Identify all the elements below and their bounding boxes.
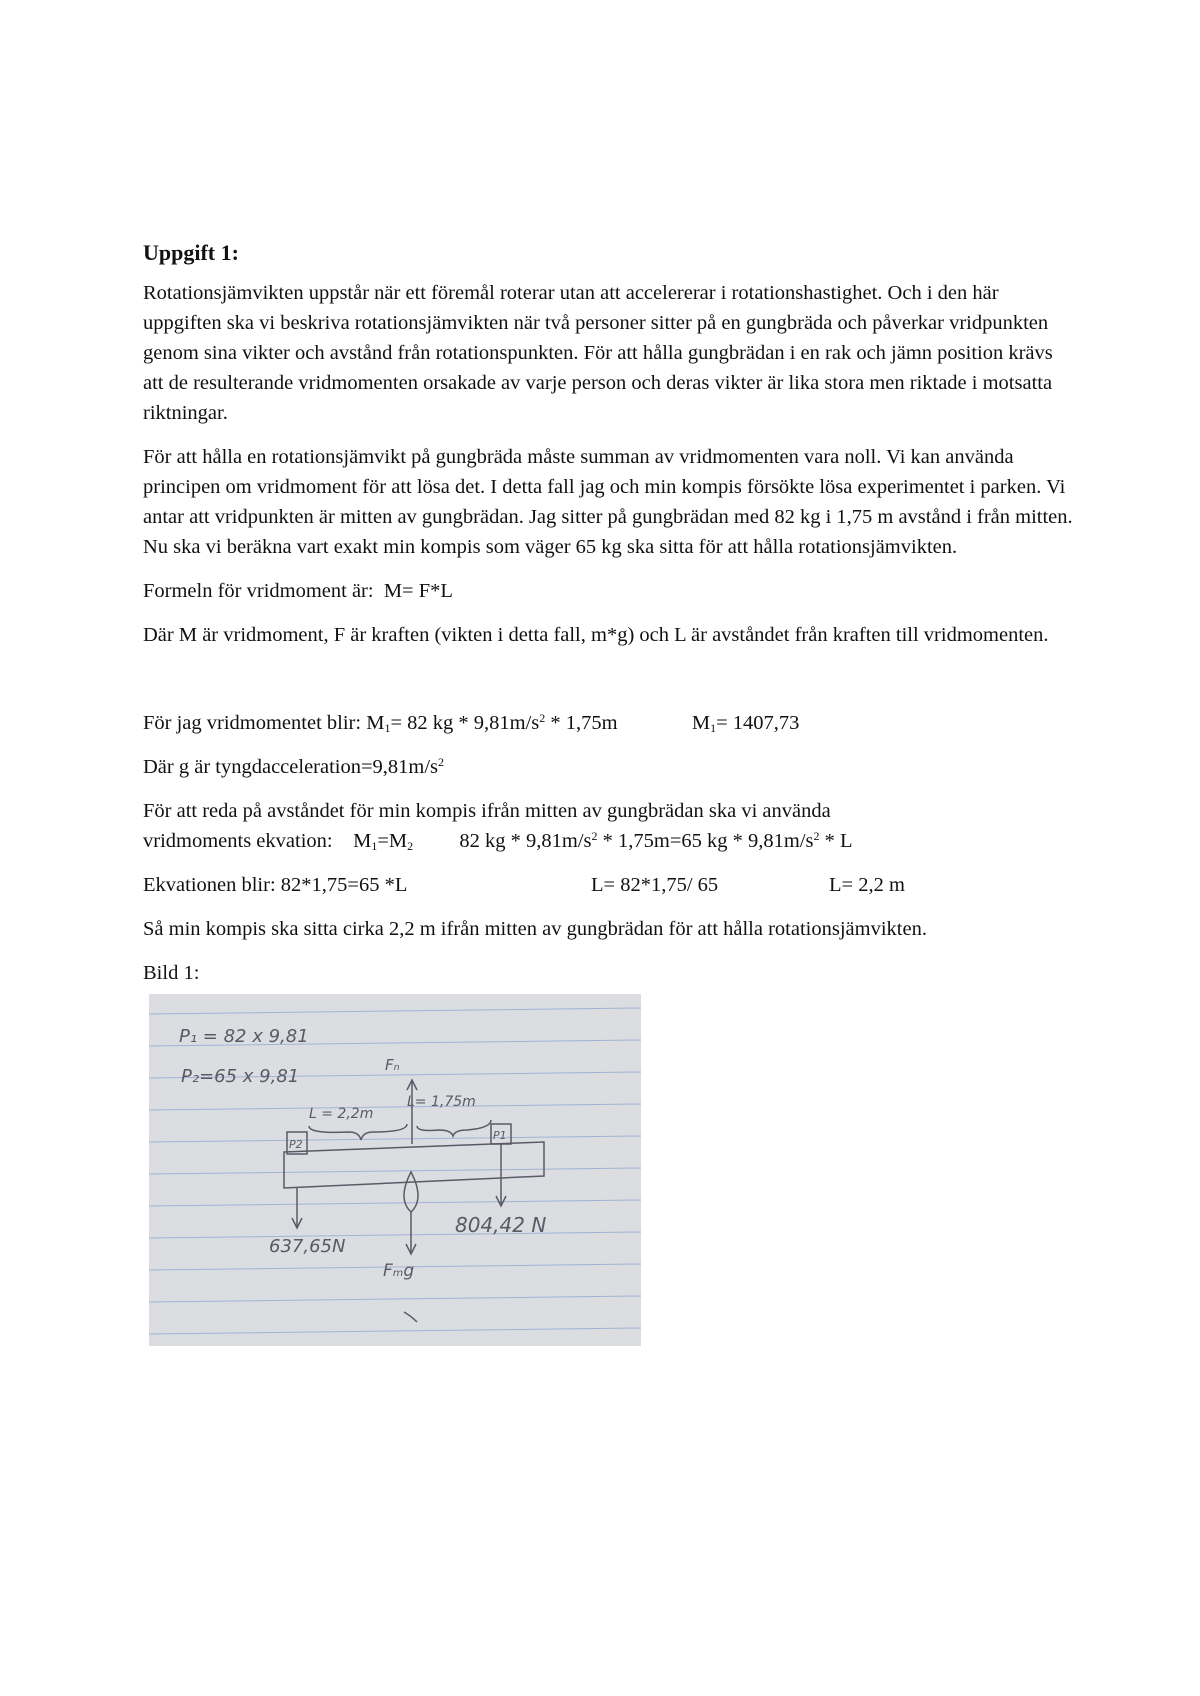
equation-expr3: * L xyxy=(819,830,853,852)
seesaw-sketch-photo xyxy=(149,994,641,1346)
torque-line xyxy=(143,708,1073,738)
equation-m1: M xyxy=(353,830,372,852)
formula-line xyxy=(143,576,1073,606)
task-heading: Uppgift 1: xyxy=(143,240,239,265)
solve-step: L= 82*1,75/ 65 xyxy=(591,874,719,896)
sketch-label-distance-right: L= 1,75m xyxy=(407,1094,476,1110)
solve-result: L= 2,2 m xyxy=(829,874,905,896)
intro-paragraph: Rotationsjämvikten uppstår när ett föremål roterar utan att accelererar i rotationshastighet. Och i den här uppgiften ska vi beskriva rotationsjämvikten när två personer sitter på en gungbräda och påverkar vridpunkten genom sina vikter och avstånd från rotationspunkten. För att hålla gungbrädan i en rak och jämn position krävs att de resulterande vridmomenten orsakade av varje person och deras vikter är lika stora men riktade i motsatta riktningar. xyxy=(143,282,1053,424)
equation-intro: För att reda på avståndet för min kompis ifrån mitten av gungbrädan ska vi använda xyxy=(143,800,831,822)
definition-paragraph: Där M är vridmoment, F är kraften (vikten i detta fall, m*g) och L är avståndet från kraften till vridmomenten. xyxy=(143,624,1049,646)
equation-expr2: * 1,75m=65 kg * 9,81m/s xyxy=(597,830,814,852)
sketch-label-p1: P₁ = 82 x 9,81 xyxy=(179,1026,309,1047)
torque-superscript: 2 xyxy=(539,711,546,725)
gravity-superscript: 2 xyxy=(438,755,445,769)
torque-tail: * 1,75m xyxy=(545,712,618,734)
formula-label: Formeln för vridmoment är: xyxy=(143,580,374,602)
equation-lead: vridmoments ekvation: xyxy=(143,830,333,852)
sketch-label-box-right: P1 xyxy=(493,1129,507,1142)
sketch-label-box-left: P2 xyxy=(289,1138,303,1151)
equation-expr1: 82 kg * 9,81m/s xyxy=(459,830,592,852)
equation-sub1: 1 xyxy=(371,839,378,853)
conclusion-paragraph: Så min kompis ska sitta cirka 2,2 m ifrån mitten av gungbrädan för att hålla rotationsjämvikten. xyxy=(143,918,927,940)
document-body xyxy=(143,236,1073,1346)
spacer xyxy=(143,664,1073,708)
solve-line xyxy=(143,870,1073,900)
gravity-text: Där g är tyngdacceleration=9,81m/s xyxy=(143,756,439,778)
equation-sq2: 2 xyxy=(813,829,820,843)
equation-sub2: 2 xyxy=(407,839,414,853)
torque-subscript: 1 xyxy=(384,721,391,735)
torque-lead: För jag vridmomentet blir: xyxy=(143,712,362,734)
equation-equals-m: =M xyxy=(377,830,408,852)
sketch-label-p2: P₂=65 x 9,81 xyxy=(181,1066,300,1087)
equation-paragraph xyxy=(143,796,1073,856)
torque-expression: = 82 kg * 9,81m/s xyxy=(390,712,540,734)
figure-label: Bild 1: xyxy=(143,962,200,984)
torque-result-value: = 1407,73 xyxy=(716,712,800,734)
gravity-line xyxy=(143,752,1073,782)
sketch-label-fmg: Fₘg xyxy=(383,1261,415,1281)
sketch-label-force-left: 637,65N xyxy=(269,1236,346,1257)
torque-symbol: M xyxy=(366,712,385,734)
solve-equation: Ekvationen blir: 82*1,75=65 *L xyxy=(143,874,408,896)
method-paragraph: För att hålla en rotationsjämvikt på gungbräda måste summan av vridmomenten vara noll. Vi kan använda principen om vridmoment för att lösa det. I detta fall jag och min kompis försökte lösa experimentet i parken. Vi antar att vridpunkten är mitten av gungbrädan. Jag sitter på gungbrädan med 82 kg i 1,75 m avstånd i från mitten. Nu ska vi beräkna vart exakt min kompis som väger 65 kg ska sitta för att hålla rotationsjämvikten. xyxy=(143,446,1073,558)
sketch-label-force-right: 804,42 N xyxy=(455,1213,547,1237)
sketch-label-fn: Fₙ xyxy=(385,1056,400,1074)
torque-result-subscript: 1 xyxy=(710,721,717,735)
torque-result-symbol: M xyxy=(691,712,711,734)
sketch-label-distance-left: L = 2,2m xyxy=(309,1106,374,1122)
equation-sq1: 2 xyxy=(591,829,598,843)
formula-expression: M= F*L xyxy=(383,580,453,602)
